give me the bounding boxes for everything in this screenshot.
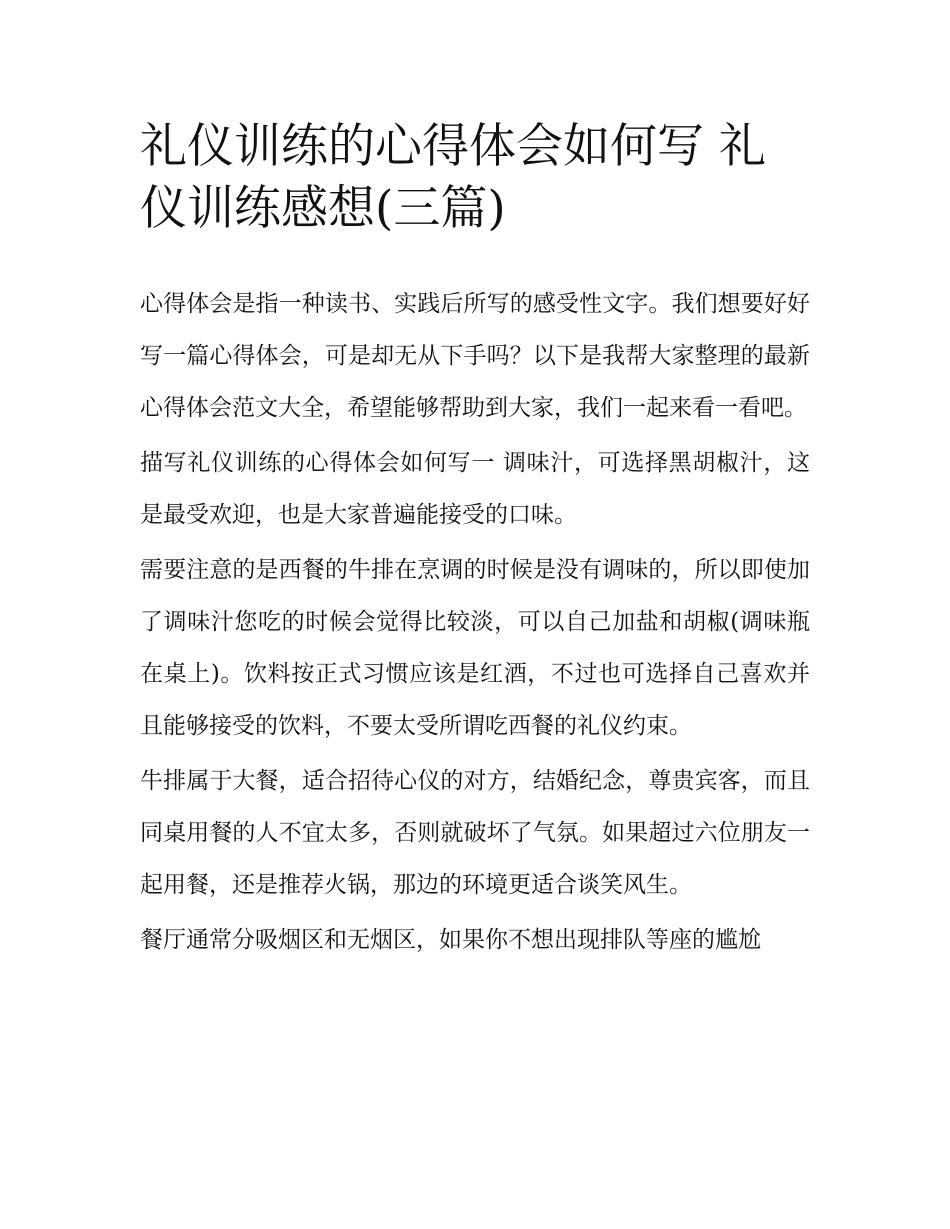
paragraph-intro: 心得体会是指一种读书、实践后所写的感受性文字。我们想要好好写一篇心得体会，可是却无从下手吗？以下是我帮大家整理的最新心得体会范文大全，希望能够帮助到大家，我们一起来看一看吧。 xyxy=(140,291,810,421)
document-title: 礼仪训练的心得体会如何写 礼仪训练感想(三篇) xyxy=(140,119,766,236)
paragraph-sauce: 描写礼仪训练的心得体会如何写一 调味汁，可选择黑胡椒汁，这是最受欢迎，也是大家普遍能接受的口味。 xyxy=(140,450,810,528)
document-body xyxy=(140,278,810,969)
paragraph-occasion: 牛排属于大餐，适合招待心仪的对方，结婚纪念，尊贵宾客，而且同桌用餐的人不宜太多，否则就破坏了气氛。如果超过六位朋友一起用餐，还是推荐火锅，那边的环境更适合谈笑风生。 xyxy=(140,768,810,898)
paragraph-seasoning: 需要注意的是西餐的牛排在烹调的时候是没有调味的，所以即使加了调味汁您吃的时候会觉得比较淡，可以自己加盐和胡椒(调味瓶在桌上)。饮料按正式习惯应该是红酒，不过也可选择自己喜欢并且能够接受的饮料，不要太受所谓吃西餐的礼仪约束。 xyxy=(140,557,810,739)
paragraph-smoking: 餐厅通常分吸烟区和无烟区，如果你不想出现排队等座的尴尬 xyxy=(140,927,761,953)
